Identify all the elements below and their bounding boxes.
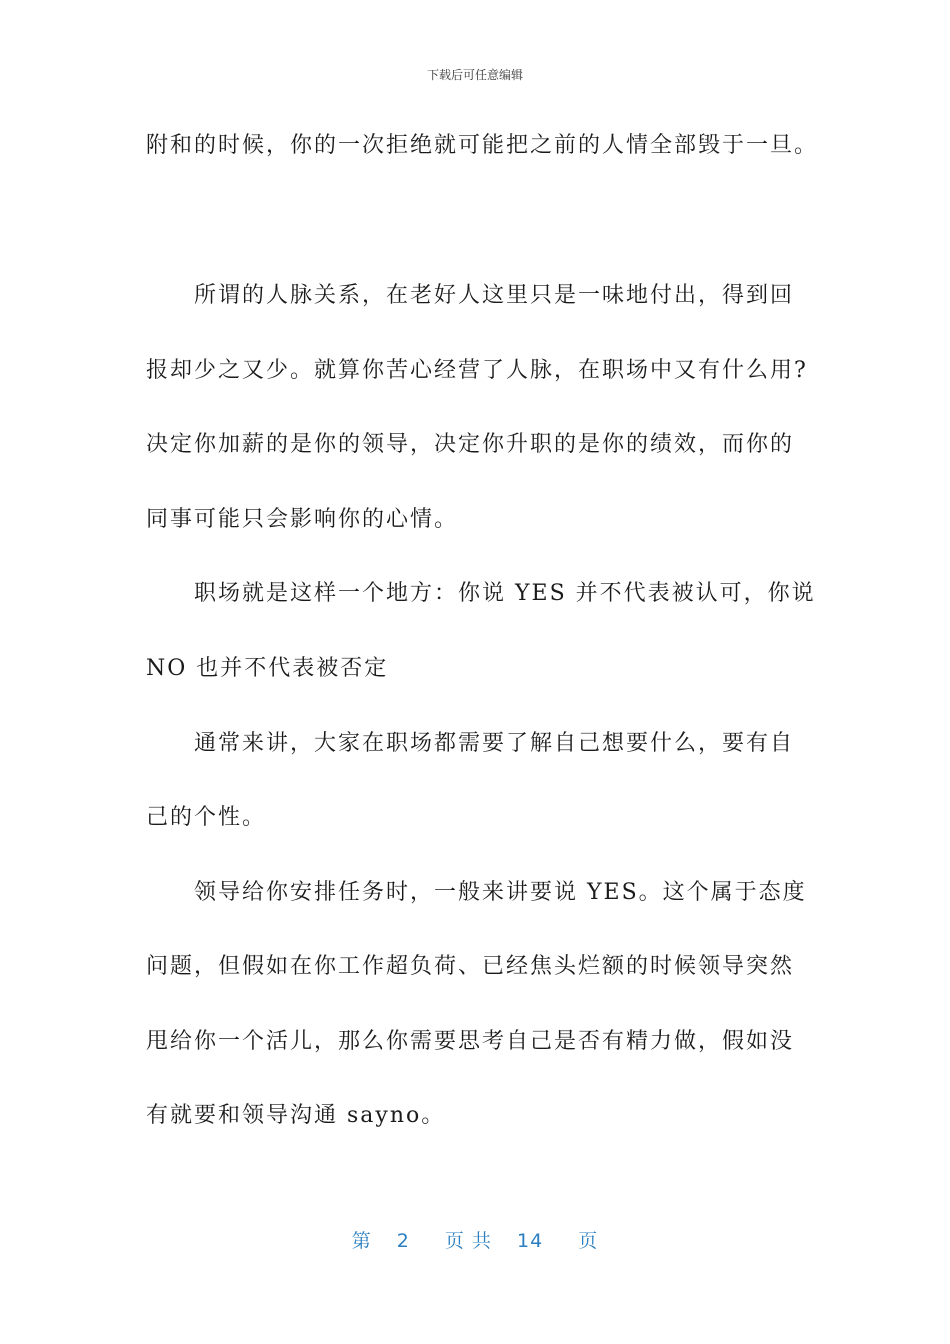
text-line: 附和的时候，你的一次拒绝就可能把之前的人情全部毁于一旦。 [146, 133, 819, 158]
text-line: 问题，但假如在你工作超负荷、已经焦头烂额的时候领导突然 [146, 954, 795, 979]
footer-middle: 页 共 [444, 1230, 492, 1252]
text-line: 领导给你安排任务时，一般来讲要说 YES。这个属于态度 [194, 880, 807, 905]
footer-prefix: 第 [351, 1230, 372, 1252]
text-line: 报却少之又少。就算你苦心经营了人脉，在职场中又有什么用? [146, 358, 808, 383]
footer-suffix: 页 [578, 1230, 599, 1252]
text-line: NO 也并不代表被否定 [146, 656, 389, 681]
text-line: 甩给你一个活儿，那么你需要思考自己是否有精力做，假如没 [146, 1029, 795, 1054]
footer-current-page: 2 [396, 1230, 410, 1252]
page-number-footer [0, 1226, 950, 1253]
page-header-note: 下载后可任意编辑 [426, 68, 523, 82]
text-line: 所谓的人脉关系，在老好人这里只是一味地付出，得到回 [194, 283, 795, 308]
text-line: 有就要和领导沟通 sayno。 [146, 1103, 446, 1128]
text-line: 同事可能只会影响你的心情。 [146, 507, 459, 532]
text-line: 决定你加薪的是你的领导，决定你升职的是你的绩效，而你的 [146, 432, 795, 457]
text-line: 己的个性。 [146, 805, 267, 830]
text-line: 职场就是这样一个地方：你说 YES 并不代表被认可，你说 [194, 581, 816, 606]
text-line: 通常来讲，大家在职场都需要了解自己想要什么，要有自 [194, 731, 795, 756]
footer-total-pages: 14 [517, 1230, 544, 1252]
